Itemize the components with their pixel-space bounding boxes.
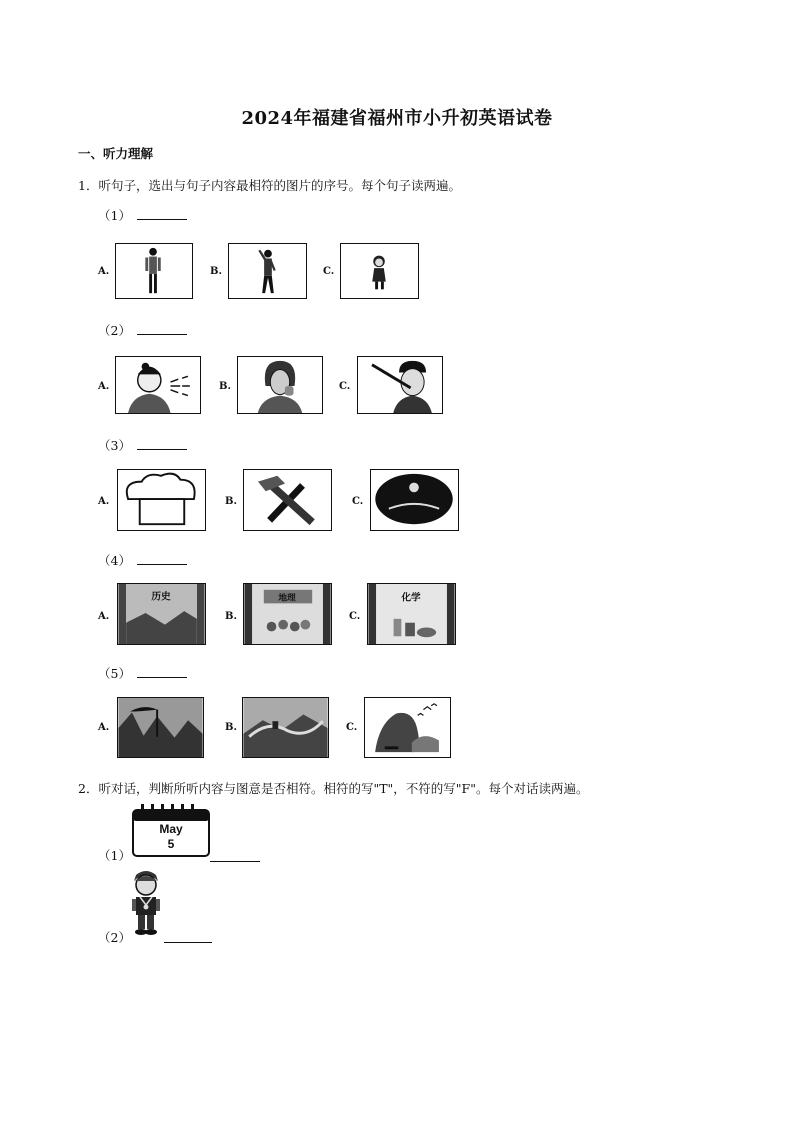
q2-item-1-number: （1） [98, 848, 131, 863]
chemistry-book-label: 化学 [401, 592, 421, 604]
person-standing-image[interactable] [115, 243, 193, 299]
option-label: B. [225, 611, 237, 622]
option-label: A. [98, 266, 110, 277]
history-book-image[interactable] [117, 583, 206, 645]
hammer-screwdriver-image[interactable] [243, 469, 332, 531]
q2-item-2-number: （2） [98, 930, 131, 945]
option-label: A. [98, 722, 110, 733]
option-label: B. [219, 381, 231, 392]
option-label: B. [210, 266, 222, 277]
option-label: C. [346, 722, 358, 733]
answer-blank[interactable] [137, 437, 187, 450]
boy-thermometer-image[interactable] [357, 356, 443, 414]
geography-book-image[interactable] [243, 583, 332, 645]
answer-blank[interactable] [164, 938, 212, 943]
great-wall-image[interactable] [242, 697, 329, 758]
boy-with-medal-image[interactable] [128, 869, 164, 937]
option-label: C. [323, 266, 335, 277]
geography-book-label: 地理 [278, 593, 296, 604]
calendar-day: 5 [167, 837, 175, 851]
section-heading: 一、听力理解 [78, 146, 154, 161]
person-waving-image[interactable] [228, 243, 307, 299]
toothache-girl-image[interactable] [237, 356, 323, 414]
option-label: C. [339, 381, 351, 392]
calendar-month: May [159, 822, 183, 836]
q1-item-3: （3） [98, 436, 187, 454]
page-title: 2024年福建省福州市小升初英语试卷 [241, 108, 553, 129]
history-book-label: 历史 [151, 591, 171, 603]
option-label: A. [98, 496, 110, 507]
girl-image[interactable] [340, 243, 419, 299]
chef-hat-image[interactable] [117, 469, 206, 531]
elephant-trunk-hill-image[interactable] [364, 697, 451, 758]
option-label: B. [225, 722, 237, 733]
answer-blank[interactable] [137, 207, 187, 220]
option-label: C. [349, 611, 361, 622]
answer-blank[interactable] [137, 322, 187, 335]
chemistry-book-image[interactable] [367, 583, 456, 645]
q1-item-5: （5） [98, 664, 187, 682]
mountain-pine-image[interactable] [117, 697, 204, 758]
police-cap-image[interactable] [370, 469, 459, 531]
question-2-instruction: 2．听对话，判断所听内容与图意是否相符。相符的写"T"，不符的写"F"。每个对话读两遍。 [78, 781, 589, 796]
sneezing-girl-image[interactable] [115, 356, 201, 414]
answer-blank[interactable] [210, 857, 260, 862]
q1-item-2: （2） [98, 321, 187, 339]
q1-item-1: （1） [98, 206, 187, 224]
option-label: A. [98, 381, 110, 392]
answer-blank[interactable] [137, 552, 187, 565]
calendar-image[interactable] [131, 802, 211, 858]
option-label: A. [98, 611, 110, 622]
option-label: C. [352, 496, 364, 507]
answer-blank[interactable] [137, 665, 187, 678]
option-label: B. [225, 496, 237, 507]
q1-item-4: （4） [98, 551, 187, 569]
question-1-instruction: 1．听句子，选出与句子内容最相符的图片的序号。每个句子读两遍。 [78, 178, 461, 193]
